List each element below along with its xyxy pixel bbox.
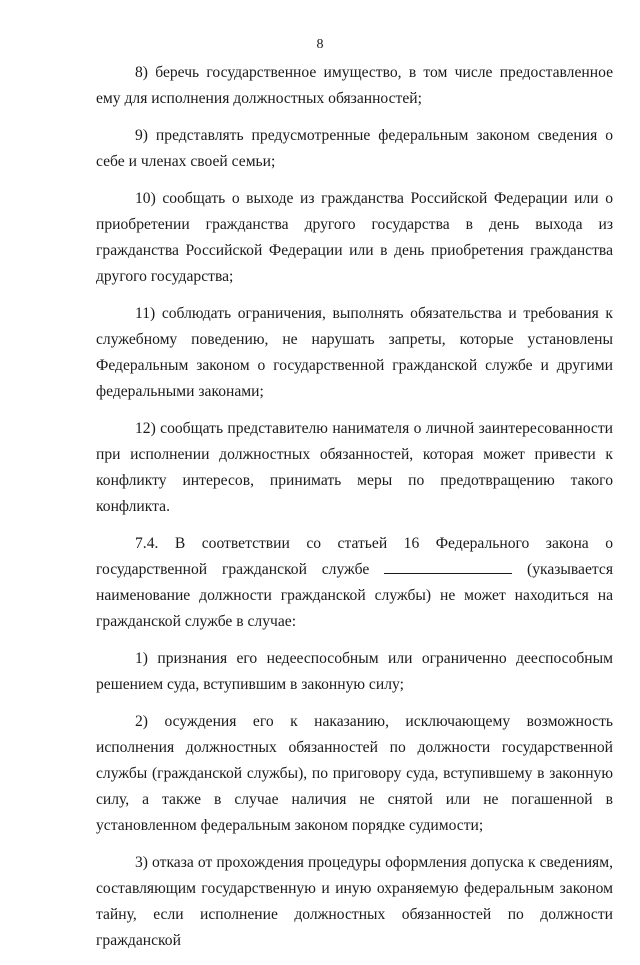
case-item-1: 1) признания его недееспособным или ограниченно дееспособным решением суда, вступившим в законную силу;: [96, 650, 613, 693]
paragraph-item-9: 9) представлять предусмотренные федеральным законом сведения о себе и членах своей семьи;: [96, 127, 613, 170]
paragraph-item-8: 8) беречь государственное имущество, в том числе предоставленное ему для исполнения должностных обязанностей;: [96, 64, 613, 107]
paragraph-item-12: 12) сообщать представителю нанимателя о личной заинтересованности при исполнении должностных обязанностей, которая может привести к конфликту интересов, принимать меры по предотвращению такого конфликта.: [96, 420, 613, 515]
case-item-2: 2) осуждения его к наказанию, исключающему возможность исполнения должностных обязанностей по должности государственной службы (гражданской службы), по приговору суда, вступившему в законную силу, а также в случае наличия не снятой или не погашенной в установленном федеральным законом порядке судимости;: [96, 713, 613, 834]
document-body: [96, 60, 613, 965]
page-number: 8: [316, 37, 324, 52]
clause-7-4-continuation: (указывается наименование должности гражданской службы) не может находиться на гражданской службе в случае:: [96, 561, 613, 630]
clause-7-4: [96, 531, 613, 635]
paragraph-item-11: 11) соблюдать ограничения, выполнять обязательства и требования к служебному поведению, не нарушать запреты, которые установлены Федеральным законом о государственной гражданской службе и другими федеральными законами;: [96, 305, 613, 400]
clause-7-4-intro: 7.4. В соответствии со статьей 16 Федерального закона о государственной гражданской службе: [96, 535, 613, 578]
case-item-3: 3) отказа от прохождения процедуры оформления допуска к сведениям, составляющим государственную и иную охраняемую федеральным законом тайну, если исполнение должностных обязанностей по должности гражданской: [96, 854, 613, 949]
paragraph-item-10: 10) сообщать о выходе из гражданства Российской Федерации или о приобретении гражданства другого государства в день выхода из гражданства Российской Федерации или в день приобретения гражданства другого государства;: [96, 190, 613, 285]
position-blank-line: [384, 560, 512, 574]
